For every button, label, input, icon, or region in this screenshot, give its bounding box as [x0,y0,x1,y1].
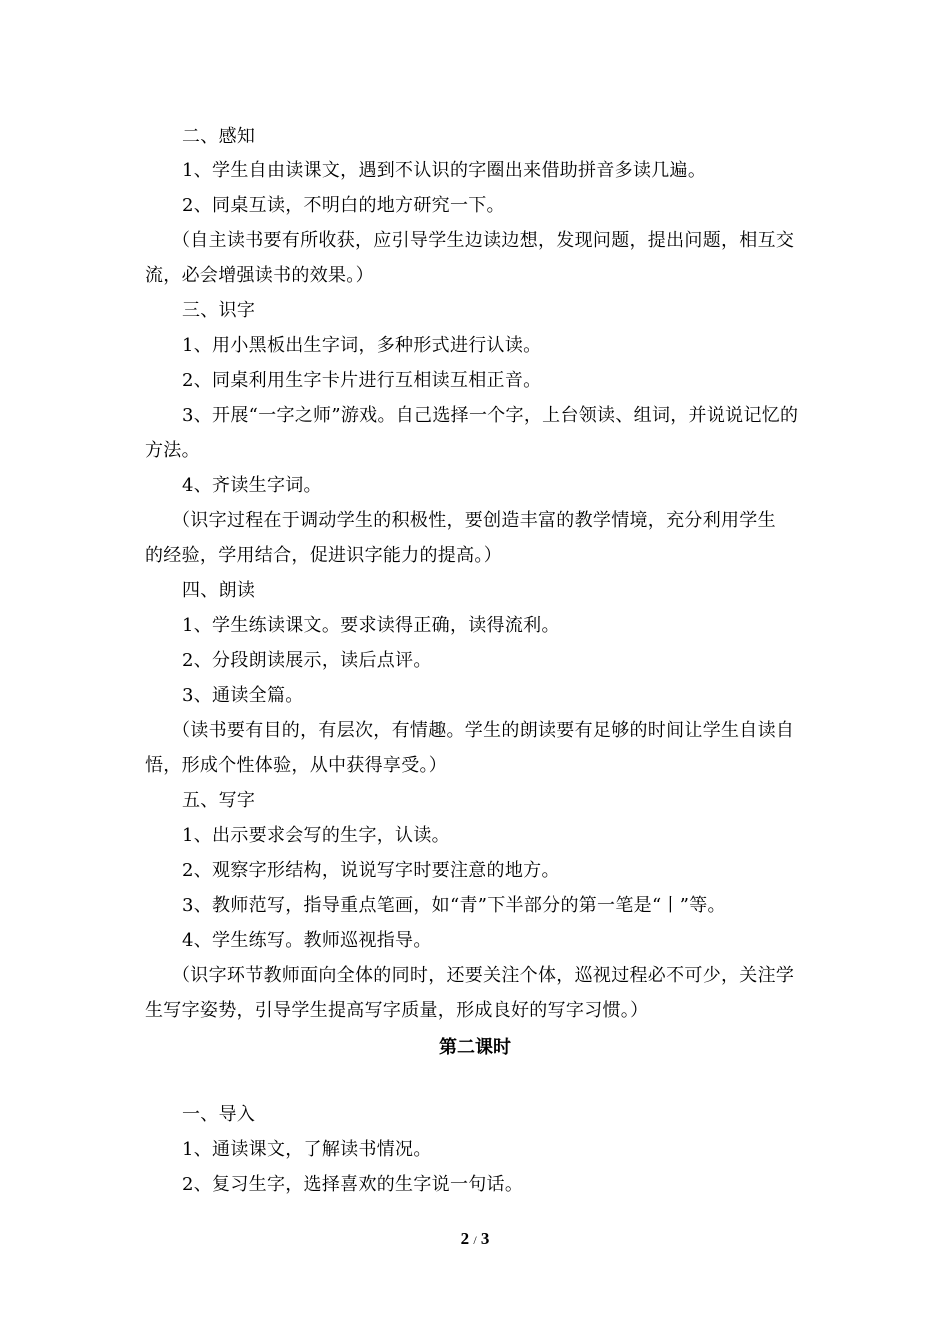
paragraph: 方法。 [145,440,200,461]
paragraph: 3、通读全篇。 [182,685,304,706]
section-heading-reading: 四、朗读 [182,580,256,601]
section-heading-intro: 一、导入 [182,1104,256,1125]
paragraph: 3、教师范写，指导重点笔画，如“青”下半部分的第一笔是“丨”等。 [182,895,726,916]
teaching-note: 的经验，学用结合，促进识字能力的提高。） [145,545,502,566]
teaching-note: （识字过程在于调动学生的积极性，要创造丰富的教学情境，充分利用学生 [172,510,776,531]
paragraph: 1、学生练读课文。要求读得正确，读得流利。 [182,615,560,636]
paragraph: 3、开展“一字之师”游戏。自己选择一个字，上台领读、组词，并说说记忆的 [182,405,799,426]
page-separator: / [473,1233,477,1247]
teaching-note: （读书要有目的，有层次，有情趣。学生的朗读要有足够的时间让学生自读自 [172,720,795,741]
paragraph: 1、学生自由读课文，遇到不认识的字圈出来借助拼音多读几遍。 [182,160,707,181]
paragraph: 1、通读课文，了解读书情况。 [182,1139,432,1160]
page-current: 2 [460,1229,470,1248]
paragraph: 4、齐读生字词。 [182,475,322,496]
teaching-note: 流，必会增强读书的效果。） [145,265,374,286]
lesson-title: 第二课时 [439,1037,511,1058]
paragraph: 1、用小黑板出生字词，多种形式进行认读。 [182,335,542,356]
paragraph: 2、分段朗读展示，读后点评。 [182,650,432,671]
section-heading-writing: 五、写字 [182,790,256,811]
paragraph: 2、同桌互读，不明白的地方研究一下。 [182,195,505,216]
paragraph: 1、出示要求会写的生字，认读。 [182,825,450,846]
paragraph: 2、观察字形结构，说说写字时要注意的地方。 [182,860,560,881]
teaching-note: （自主读书要有所收获，应引导学生边读边想，发现问题，提出问题，相互交 [172,230,795,251]
section-heading-perception: 二、感知 [182,126,256,147]
section-heading-literacy: 三、识字 [182,300,256,321]
teaching-note: （识字环节教师面向全体的同时，还要关注个体，巡视过程必不可少，关注学 [172,965,795,986]
teaching-note: 生写字姿势，引导学生提高写字质量，形成良好的写字习惯。） [145,1000,649,1021]
teaching-note: 悟，形成个性体验，从中获得享受。） [145,755,448,776]
paragraph: 2、同桌利用生字卡片进行互相读互相正音。 [182,370,542,391]
page-number [0,1228,950,1251]
page-total: 3 [480,1229,490,1248]
paragraph: 2、复习生字，选择喜欢的生字说一句话。 [182,1174,524,1195]
paragraph: 4、学生练写。教师巡视指导。 [182,930,432,951]
